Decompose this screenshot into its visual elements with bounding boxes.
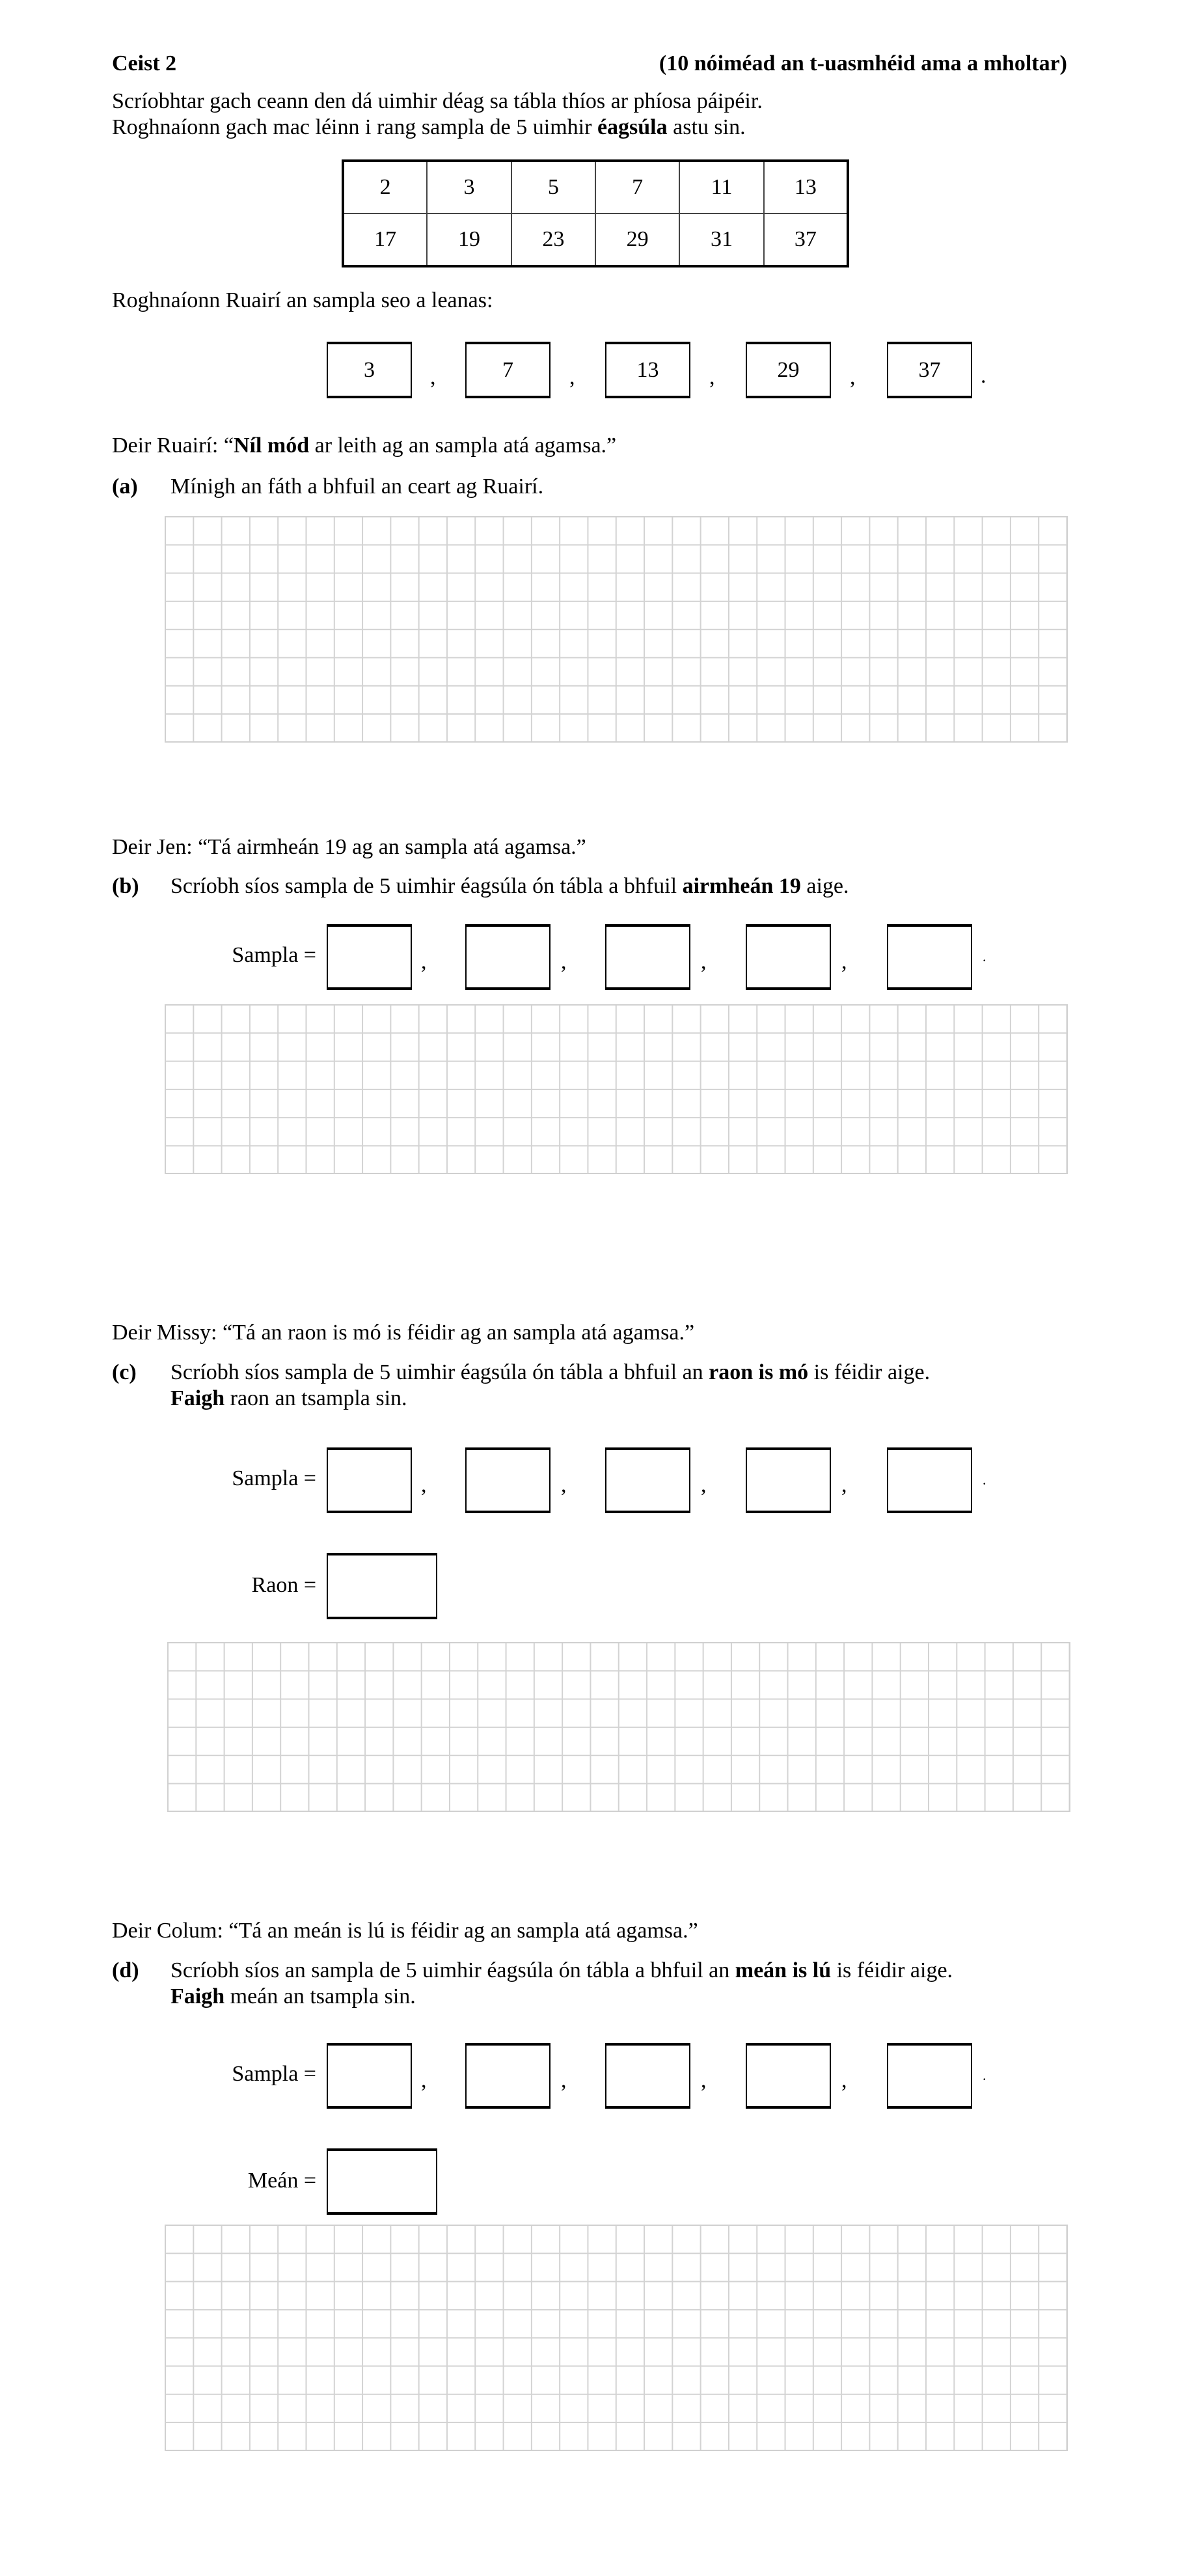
part-b-answer-grid[interactable] — [165, 1004, 1068, 1174]
part-b-sample-input[interactable] — [327, 924, 412, 990]
part-b-sample-input[interactable] — [605, 924, 690, 990]
part-b-sample-input[interactable] — [887, 924, 972, 990]
ruairi-sample-value: 3 — [327, 342, 412, 398]
table-cell: 17 — [343, 213, 427, 266]
intro-line-1: Scríobhtar gach ceann den dá uimhir déag sa tábla thíos ar phíosa páipéir. — [112, 89, 763, 113]
separator-comma: , — [421, 1473, 427, 1497]
table-cell: 11 — [679, 161, 763, 213]
part-c-statement: Deir Missy: “Tá an raon is mó is féidir ag an sampla atá agamsa.” — [112, 1321, 695, 1345]
ruairi-sample-value: 7 — [465, 342, 551, 398]
intro-line-2-end: astu sin. — [667, 115, 746, 139]
part-d-answer-grid[interactable] — [165, 2225, 1068, 2451]
separator-comma: , — [701, 2068, 707, 2092]
part-d-sample-input[interactable] — [465, 2043, 551, 2109]
intro-line-2 — [112, 115, 746, 141]
part-c-label: (c) — [112, 1360, 137, 1384]
part-a-label: (a) — [112, 474, 138, 499]
separator-comma: , — [701, 1473, 707, 1497]
time-note: (10 nóiméad an t-uasmhéid ama a mholtar) — [659, 51, 1067, 75]
part-d-question-2 — [170, 1984, 416, 2010]
intro-line-2-emphasis: éagsúla — [597, 115, 668, 139]
part-b-question-start: Scríobh síos sampla de 5 uimhir éagsúla ón tábla a bhfuil — [170, 874, 683, 898]
part-c-question-emphasis: raon is mó — [709, 1360, 809, 1384]
separator-comma: , — [561, 950, 567, 974]
table-cell: 29 — [595, 213, 679, 266]
part-d-statement: Deir Colum: “Tá an meán is lú is féidir ag an sampla atá agamsa.” — [112, 1919, 698, 1943]
separator-comma: , — [701, 950, 707, 974]
part-a-answer-grid[interactable] — [165, 516, 1068, 743]
table-cell: 13 — [764, 161, 848, 213]
part-c-question-end: is féidir aige. — [808, 1360, 931, 1384]
part-b-label: (b) — [112, 874, 139, 898]
terminator-period: . — [983, 948, 986, 965]
ruairi-intro: Roghnaíonn Ruairí an sampla seo a leanas: — [112, 288, 493, 312]
part-a-statement-end: ar leith ag an sampla atá agamsa.” — [309, 433, 617, 458]
part-d-question-emphasis: meán is lú — [735, 1958, 832, 1982]
part-d-sample-input[interactable] — [605, 2043, 690, 2109]
part-c-sample-input[interactable] — [465, 1447, 551, 1513]
part-c-question — [170, 1360, 930, 1386]
ruairi-sample-value: 37 — [887, 342, 972, 398]
intro-line-2-text: Roghnaíonn gach mac léinn i rang sampla de 5 uimhir — [112, 115, 597, 139]
separator-comma: , — [421, 950, 427, 974]
separator-comma: , — [421, 2068, 427, 2092]
question-title: Ceist 2 — [112, 51, 177, 75]
part-a-statement — [112, 433, 616, 459]
part-b-question — [170, 873, 849, 899]
part-c-range-label: Raon = — [251, 1573, 316, 1597]
separator-comma: , — [709, 365, 715, 389]
table-cell: 31 — [679, 213, 763, 266]
table-row — [343, 213, 848, 266]
separator-comma: , — [841, 1473, 847, 1497]
part-c-question-2-end: raon an tsampla sin. — [224, 1386, 407, 1410]
part-d-mean-input[interactable] — [327, 2148, 437, 2215]
separator-comma: , — [561, 2068, 567, 2092]
part-d-sample-input[interactable] — [327, 2043, 412, 2109]
separator-comma: , — [841, 950, 847, 974]
part-c-sample-input[interactable] — [605, 1447, 690, 1513]
ruairi-sample-value: 29 — [746, 342, 831, 398]
part-d-question-start: Scríobh síos an sampla de 5 uimhir éagsúla ón tábla a bhfuil an — [170, 1958, 735, 1982]
part-a-statement-start: Deir Ruairí: “ — [112, 433, 234, 458]
table-cell: 5 — [511, 161, 595, 213]
part-d-question-2-end: meán an tsampla sin. — [224, 1984, 416, 2008]
part-d-question-2-emphasis: Faigh — [170, 1984, 225, 2008]
part-b-question-emphasis: airmheán 19 — [682, 874, 801, 898]
part-c-question-2-emphasis: Faigh — [170, 1386, 225, 1410]
part-c-question-2 — [170, 1386, 407, 1412]
table-row — [343, 161, 848, 213]
number-table — [342, 159, 849, 267]
part-c-sample-input[interactable] — [746, 1447, 831, 1513]
ruairi-sample-value: 13 — [605, 342, 690, 398]
part-a-question: Mínigh an fáth a bhfuil an ceart ag Ruairí. — [170, 474, 544, 499]
terminator-period: . — [983, 2067, 986, 2083]
part-d-question-end: is féidir aige. — [831, 1958, 953, 1982]
part-d-label: (d) — [112, 1958, 139, 1982]
terminator-period: . — [981, 364, 986, 388]
part-d-sample-input[interactable] — [887, 2043, 972, 2109]
terminator-period: . — [983, 1472, 986, 1488]
table-cell: 7 — [595, 161, 679, 213]
part-c-sample-input[interactable] — [327, 1447, 412, 1513]
part-b-sample-input[interactable] — [746, 924, 831, 990]
part-c-question-start: Scríobh síos sampla de 5 uimhir éagsúla ón tábla a bhfuil an — [170, 1360, 709, 1384]
table-cell: 3 — [427, 161, 511, 213]
part-c-sample-label: Sampla = — [232, 1466, 316, 1490]
part-d-mean-label: Meán = — [247, 2169, 316, 2193]
separator-comma: , — [561, 1473, 567, 1497]
part-c-sample-input[interactable] — [887, 1447, 972, 1513]
part-a-statement-emphasis: Níl mód — [233, 433, 310, 458]
part-b-statement: Deir Jen: “Tá airmheán 19 ag an sampla atá agamsa.” — [112, 835, 586, 859]
table-cell: 19 — [427, 213, 511, 266]
part-c-answer-grid[interactable] — [167, 1642, 1070, 1812]
separator-comma: , — [430, 365, 436, 389]
part-c-range-input[interactable] — [327, 1553, 437, 1619]
part-d-sample-input[interactable] — [746, 2043, 831, 2109]
table-cell: 37 — [764, 213, 848, 266]
part-b-sample-input[interactable] — [465, 924, 551, 990]
separator-comma: , — [569, 365, 575, 389]
separator-comma: , — [850, 365, 856, 389]
table-cell: 23 — [511, 213, 595, 266]
part-d-question — [170, 1958, 953, 1984]
separator-comma: , — [841, 2068, 847, 2092]
part-b-question-end: aige. — [800, 874, 849, 898]
part-d-sample-label: Sampla = — [232, 2062, 316, 2086]
part-b-sample-label: Sampla = — [232, 943, 316, 967]
table-cell: 2 — [343, 161, 427, 213]
